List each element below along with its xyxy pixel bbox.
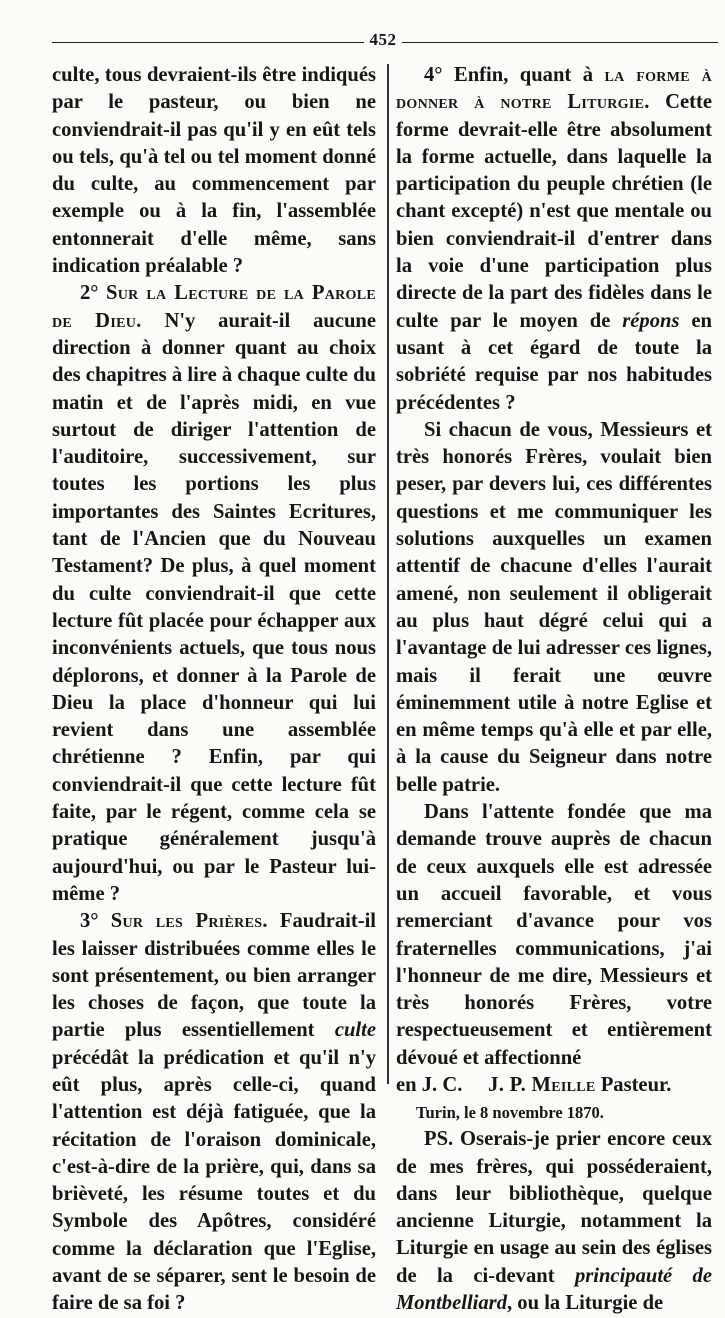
- italic-place: principauté de Montbelliard: [396, 1264, 712, 1315]
- paragraph-text: en usant à cet égard de toute la sobriété requise par nos habitudes précédentes ?: [396, 309, 713, 414]
- column-divider: [387, 64, 389, 1084]
- left-column: [52, 62, 376, 1318]
- paragraph-continuation: culte, tous devraient-ils être indiqués par le pasteur, ou bien ne conviendrait-il pas qu'il y en eût tels ou tels, qu'à tel ou tel moment donné du culte, au commencement par exemple ou à la fin, l'assemblée entonnerait d'elle même, sans indication préalable ?: [52, 64, 376, 278]
- date-line: Turin, le 8 novembre 1870.: [416, 1103, 604, 1123]
- postscript-text: PS. Oserais-je prier encore ceux de mes frères, qui posséderaient, dans leur bibliothèque, quelque ancienne Liturgie, notamment la Liturgie en usage au sein des églises de la ci-devant: [396, 1128, 712, 1287]
- section-heading-liturgy: la forme à donner à notre Liturgie.: [396, 64, 713, 114]
- paragraph-closing: Dans l'attente fondée que ma demande trouve auprès de chacun de ceux auxquels elle est adressée un accueil favorable, et vous remerciant d'avance pour vos fraternelles communications, j'ai l'honneur de me dire, Messieurs et très honorés Frères, votre respectueusement et entièrement dévoué et affectionné: [396, 801, 712, 1069]
- italic-word: répons: [622, 309, 680, 332]
- paragraph-text: précédât la prédication et qu'il n'y eût plus, après celle-ci, quand l'attention est déjà fatiguée, que la récitation de l'oraison dominicale, c'est-à-dire de la prière, qui, dans sa brièveté, les résume toutes et du Symbole des Apôtres, considéré comme la déclaration que l'Eglise, avant de se séparer, sent le besoin de faire de sa foi ?: [52, 1046, 376, 1315]
- item-number: 3°: [80, 910, 111, 933]
- signature-line: [396, 1072, 712, 1099]
- signature-name: J. P. Meille: [488, 1073, 596, 1096]
- page-number: 452: [369, 30, 397, 49]
- paragraph-request: Si chacun de vous, Messieurs et très honorés Frères, voulait bien peser, par devers lui, ces différentes questions et me communiquer les solutions auxquelles un examen attentif de chacune d'elles l'aurait amené, non seulement il obligerait au plus haut dégré celui qui a l'avantage de lui adresser ces lignes, mais il ferait une œuvre éminemment utile à notre Eglise et en même temps qu'à elle et par elle, à la cause du Seigneur dans notre belle patrie.: [396, 418, 712, 796]
- right-column: [396, 62, 712, 1317]
- item-number: 2°: [80, 282, 107, 305]
- postscript-text: , ou la Liturgie de: [507, 1292, 664, 1315]
- signature-title: Pasteur.: [600, 1073, 672, 1096]
- italic-word: culte: [334, 1019, 376, 1042]
- paragraph-text: N'y aurait-il aucune direction à donner quant au choix des chapitres à lire à chaque culte du matin et de l'après midi, en vue surtout de diriger l'attention de l'auditoire, successivement, sur toutes les portions les plus importantes des Saintes Ecritures, tant de l'Ancien que du Nouveau Testament? De plus, à quel moment du culte conviendrait-il que cette lecture fût placée pour échapper aux inconvénients actuels, que tous nous déplorons, et donner à la Parole de Dieu la place d'honneur qui lui revient dans une assemblée chrétienne ? Enfin, par qui conviendrait-il que cette lecture fût faite, par le régent, comme cela se pratique généralement jusqu'à aujourd'hui, ou par le Pasteur lui-même ?: [52, 309, 377, 905]
- paragraph-reading: [52, 280, 376, 908]
- paragraph-prayers: [52, 908, 376, 1317]
- signature-prefix: en J. C.: [396, 1073, 463, 1096]
- section-heading-prayers: Sur les Prières.: [110, 910, 268, 933]
- postscript: [396, 1126, 712, 1317]
- section-heading-reading: Sur la Lecture de la Parole de Dieu.: [52, 282, 376, 332]
- paragraph-liturgy-form: [396, 62, 712, 417]
- paragraph-text: Faudrait-il les laisser distribuées comme elles le sont présentement, ou bien arranger les choses de façon, que toute la partie plus essentiellement: [52, 910, 377, 1042]
- header-rule-left: [52, 42, 364, 43]
- paragraph-text: Cette forme devrait-elle être absolument la forme actuelle, dans laquelle la participation du peuple chrétien (le chant excepté) n'est que mentale ou bien conviendrait-il d'entrer dans la voie d'une participation plus directe de la part des fidèles dans le culte par le moyen de: [396, 91, 712, 332]
- header-rule-right: [402, 42, 718, 43]
- item-number: 4° Enfin, quant à: [424, 64, 605, 86]
